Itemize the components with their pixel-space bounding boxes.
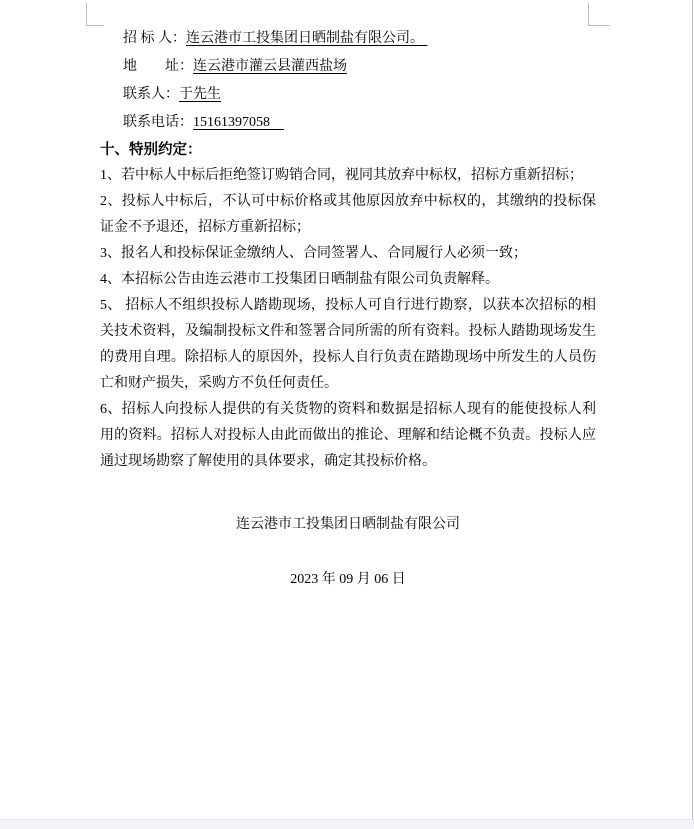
page-right-edge — [692, 0, 693, 820]
clause-6: 6、招标人向投标人提供的有关货物的资料和数据是招标人现有的能使投标人利用的资料。招标人对投标人由此而做出的推论、理解和结论概不负责。投标人应通过现场勘察了解使用的具体要求，确定其投标价格。 — [100, 402, 596, 469]
clause-1: 1、若中标人中标后拒绝签订购销合同，视同其放弃中标权，招标方重新招标； — [100, 168, 583, 183]
contact-block — [123, 25, 428, 137]
clause-5: 5、 招标人不组织投标人踏勘现场，投标人可自行进行勘察，以获本次招标的相关技术资料，及编制投标文件和签署合同所需的所有资料。投标人踏勘现场发生的费用自理。除招标人的原因外，投标人自行负责在踏勘现场中所发生的人员伤亡和财产损失，采购方不负任何责任。 — [100, 298, 596, 391]
contact-person-value: 于先生 — [179, 87, 221, 102]
signature-company: 连云港市工投集团日晒制盐有限公司 — [236, 517, 460, 532]
phone-value: 15161397058 — [193, 115, 284, 130]
tenderer-row — [123, 25, 428, 53]
text-boundary-mark-top-left — [86, 3, 104, 26]
clause-2: 2、投标人中标后，不认可中标价格或其他原因放弃中标权的，其缴纳的投标保证金不予退还，招标方重新招标； — [100, 194, 596, 235]
clause-3: 3、报名人和投标保证金缴纳人、合同签署人、合同履行人必须一致； — [100, 246, 527, 261]
tenderer-value: 连云港市工投集团日晒制盐有限公司。 — [186, 31, 428, 46]
page-bottom-strip — [0, 819, 694, 829]
phone-label: 联系电话： — [123, 115, 193, 130]
special-provisions-section — [100, 137, 596, 475]
section-heading: 十、特别约定： — [100, 142, 202, 158]
tenderer-label: 招 标 人： — [123, 31, 186, 46]
address-row — [123, 53, 428, 81]
signature-date: 2023 年 09 月 06 日 — [290, 572, 406, 587]
contact-person-label: 联系人： — [123, 87, 179, 102]
contact-person-row — [123, 81, 428, 109]
phone-row — [123, 109, 428, 137]
clause-4: 4、本招标公告由连云港市工投集团日晒制盐有限公司负责解释。 — [100, 272, 499, 287]
address-value: 连云港市灌云县灌西盐场 — [193, 59, 347, 74]
address-label: 地 址： — [123, 59, 193, 74]
text-boundary-mark-top-right — [588, 3, 610, 26]
